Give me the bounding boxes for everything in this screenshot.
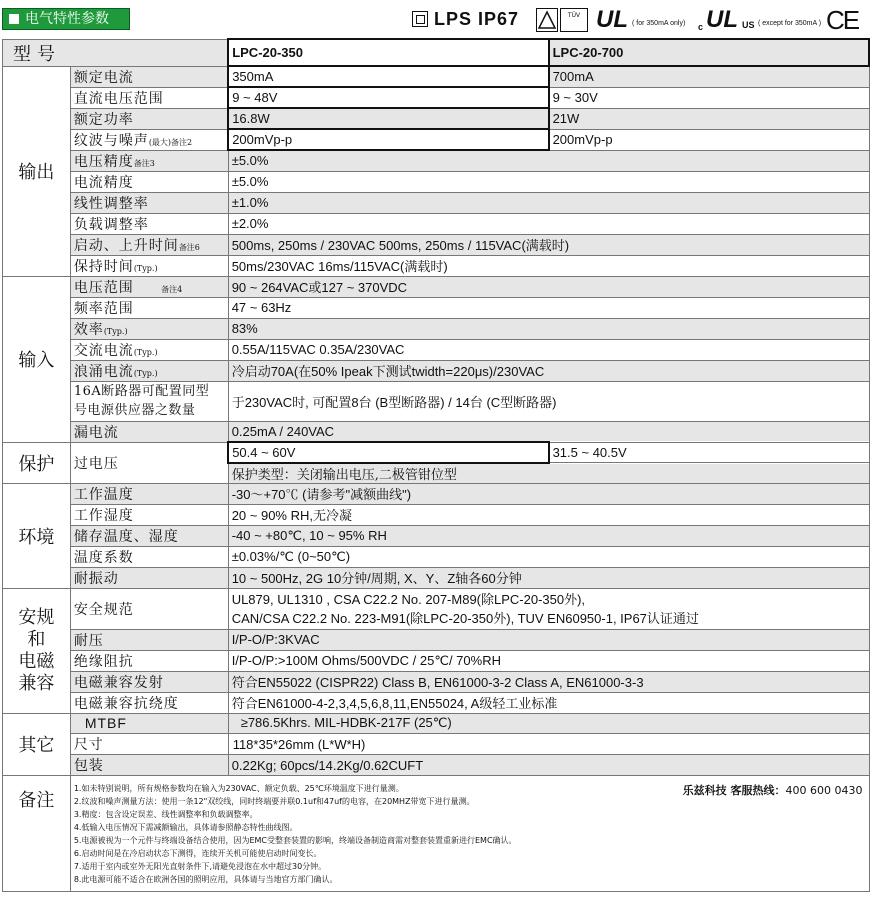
table-row — [3, 525, 870, 546]
double-insulation-icon — [412, 11, 428, 27]
table-row — [3, 588, 870, 629]
table-row — [3, 150, 870, 171]
value-cell: 350mA — [228, 66, 548, 87]
item-label: 耐振动 — [70, 567, 228, 588]
value-cell: 冷启动70A(在50% Ipeak下测试twidth=220μs)/230VAC — [228, 360, 869, 381]
item-label: 电磁兼容发射 — [70, 671, 228, 692]
value-cell: 16.8W — [228, 108, 548, 129]
item-label: 线性调整率 — [70, 192, 228, 213]
table-row — [3, 276, 870, 297]
note-line: 1.如未特别说明，所有规格参数均在输入为230VAC、额定负载、25℃环境温度下进行量测。 — [73, 783, 404, 793]
item-text: 16A断路器可配置同型 — [73, 384, 210, 399]
table-row — [3, 318, 870, 339]
value-cell: 700mA — [549, 66, 869, 87]
item-label — [70, 318, 228, 339]
ul-note: ( for 350mA only) — [632, 20, 686, 27]
value-cell: 符合EN55022 (CISPR22) Class B, EN61000-3-2 Class A, EN61000-3-3 — [228, 671, 869, 692]
value-cell: 21W — [549, 108, 869, 129]
table-row — [3, 129, 870, 150]
note-line: 5.电源被视为一个元件与终端设备结合使用，因为EMC受整套装置的影响，终端设备制造商需对整套装置重新进行EMC确认。 — [73, 835, 517, 845]
note-line: 2.纹波和噪声测量方法：使用一条12"双绞线，同时终端要并联0.1uf和47uf的电容，在20MHZ带宽下进行量测。 — [73, 796, 475, 806]
category-line: 安规 — [18, 606, 55, 628]
item-note: 备注3 — [133, 158, 155, 168]
value-cell: 50ms/230VAC 16ms/115VAC(满载时) — [228, 255, 869, 276]
note-line: 7.适用于室内或室外无阳光直射条件下,请避免浸泡在水中超过30分钟。 — [73, 861, 327, 871]
value-line: CAN/CSA C22.2 No. 223-M91(除LPC-20-350外), TUV EN60950-1, IP67认证通过 — [231, 610, 699, 626]
table-row — [3, 713, 870, 734]
item-text: 号电源供应器之数量 — [73, 403, 196, 418]
item-label — [70, 276, 228, 297]
item-text: 电压范围 — [73, 279, 134, 296]
value-cell: ±1.0% — [228, 192, 869, 213]
table-row — [3, 671, 870, 692]
notes-row — [3, 776, 870, 892]
category-protection: 保护 — [3, 442, 71, 483]
table-row — [3, 734, 870, 755]
note-line: 8.此电源可能不适合在欧洲各国的照明应用，具体请与当地官方部门确认。 — [73, 874, 338, 884]
item-label: 漏电流 — [70, 421, 228, 442]
item-label — [70, 255, 228, 276]
item-label: 绝缘阻抗 — [70, 650, 228, 671]
model-2: LPC-20-700 — [549, 39, 869, 66]
item-label: 频率范围 — [70, 297, 228, 318]
category-others: 其它 — [3, 713, 71, 776]
item-note: (最大)备注2 — [148, 137, 193, 147]
warning-triangle-icon — [536, 8, 558, 32]
table-row — [3, 755, 870, 776]
item-label — [70, 150, 228, 171]
item-text: 效率 — [73, 321, 104, 338]
item-label — [70, 360, 228, 381]
item-text: 启动、上升时间 — [73, 237, 179, 254]
note-line: 3.精度：包含设定误差、线性调整率和负载调整率。 — [73, 809, 258, 819]
table-row — [3, 504, 870, 525]
value-cell: -30～+70℃ (请参考"减额曲线") — [228, 483, 869, 504]
table-row — [3, 692, 870, 713]
table-row — [3, 87, 870, 108]
cul-mark-icon: UL — [706, 6, 738, 33]
table-row — [3, 108, 870, 129]
cul-note: ( except for 350mA ) — [758, 20, 822, 27]
value-cell: 200mVp-p — [549, 129, 869, 150]
value-cell: 47 ~ 63Hz — [228, 297, 869, 318]
item-label: 直流电压范围 — [70, 87, 228, 108]
table-row — [3, 483, 870, 504]
contact-label: 乐兹科技 客服热线： — [682, 784, 786, 797]
table-row — [3, 650, 870, 671]
item-label — [70, 339, 228, 360]
value-cell: ±5.0% — [228, 171, 869, 192]
item-label: MTBF — [70, 713, 228, 734]
tuv-mark-icon: TÜV — [560, 8, 588, 32]
lps-ip67-label — [412, 9, 519, 30]
value-cell: 118*35*26mm (L*W*H) — [228, 734, 869, 755]
category-line: 电磁 — [18, 650, 55, 672]
ce-mark-icon: CE — [826, 5, 859, 35]
value-line: UL879, UL1310 , CSA C22.2 No. 207-M89(除LPC-20-350外), — [231, 591, 586, 607]
item-label: 耐压 — [70, 629, 228, 650]
model-label: 型号 — [3, 39, 229, 66]
cul-us-label: US — [742, 20, 755, 30]
category-line: 和 — [27, 628, 46, 650]
category-notes: 备注 — [3, 776, 71, 892]
item-text: 电压精度 — [73, 153, 134, 170]
table-row — [3, 629, 870, 650]
value-cell: 于230VAC时, 可配置8台 (B型断路器) / 14台 (C型断路器) — [228, 381, 869, 421]
table-row — [3, 339, 870, 360]
section-title-text: 电气特性参数 — [25, 11, 109, 27]
value-cell: 符合EN61000-4-2,3,4,5,6,8,11,EN55024, A级轻工业标准 — [228, 692, 869, 713]
item-note: 备注6 — [178, 242, 200, 252]
value-cell: 90 ~ 264VAC或127 ~ 370VDC — [228, 276, 869, 297]
value-cell: 9 ~ 48V — [228, 87, 548, 108]
item-label: 工作湿度 — [70, 504, 228, 525]
item-note: 备注4 — [161, 284, 183, 294]
table-row — [3, 381, 870, 421]
item-note: (Typ.) — [103, 326, 128, 336]
value-cell: 20 ~ 90% RH,无冷凝 — [228, 504, 869, 525]
model-1: LPC-20-350 — [228, 39, 548, 66]
value-cell: 83% — [228, 318, 869, 339]
table-row — [3, 567, 870, 588]
category-line: 兼容 — [18, 672, 55, 694]
category-output: 输出 — [3, 66, 71, 276]
item-text: 浪涌电流 — [73, 363, 134, 380]
item-label: 包装 — [70, 755, 228, 776]
note-line: 6.启动时间是在冷启动状态下测得，连续开关机可能使启动时间变长。 — [73, 848, 322, 858]
table-row — [3, 297, 870, 318]
table-row — [3, 421, 870, 442]
item-label — [70, 129, 228, 150]
value-cell: 9 ~ 30V — [549, 87, 869, 108]
item-text: 交流电流 — [73, 342, 134, 359]
table-row — [3, 66, 870, 87]
category-environment: 环境 — [3, 483, 71, 588]
contact-phone: 400 600 0430 — [785, 784, 863, 797]
item-text: 纹波与噪声 — [73, 132, 149, 149]
header — [0, 0, 873, 40]
category-safety — [3, 588, 71, 713]
item-label — [70, 234, 228, 255]
item-label: 温度系数 — [70, 546, 228, 567]
value-cell: 500ms, 250ms / 230VAC 500ms, 250ms / 115VAC(满载时) — [228, 234, 869, 255]
value-cell: 31.5 ~ 40.5V — [549, 442, 869, 463]
value-cell: 200mVp-p — [228, 129, 548, 150]
item-note: (Typ.) — [133, 263, 158, 273]
note-line: 4.低输入电压情况下需减额输出，具体请参照静态特性曲线图。 — [73, 822, 298, 832]
table-row — [3, 546, 870, 567]
item-label: 负载调整率 — [70, 213, 228, 234]
value-cell: 10 ~ 500Hz, 2G 10分钟/周期, X、Y、Z轴各60分钟 — [228, 567, 869, 588]
contact-info — [683, 784, 863, 797]
item-label: 额定电流 — [70, 66, 228, 87]
value-cell: 0.55A/115VAC 0.35A/230VAC — [228, 339, 869, 360]
table-row — [3, 234, 870, 255]
value-cell: I/P-O/P:>100M Ohms/500VDC / 25℃/ 70%RH — [228, 650, 869, 671]
table-row — [3, 360, 870, 381]
item-label: 电磁兼容抗绕度 — [70, 692, 228, 713]
cul-c-label: c — [698, 22, 704, 32]
value-cell: ±0.03%/℃ (0~50℃) — [228, 546, 869, 567]
model-row — [3, 39, 870, 66]
value-cell: -40 ~ +80℃, 10 ~ 95% RH — [228, 525, 869, 546]
table-row — [3, 213, 870, 234]
square-bullet-icon — [9, 14, 19, 24]
value-cell — [228, 588, 869, 629]
item-label: 尺寸 — [70, 734, 228, 755]
value-cell: I/P-O/P:3KVAC — [228, 629, 869, 650]
section-title — [2, 8, 130, 30]
item-label: 储存温度、湿度 — [70, 525, 228, 546]
item-label: 过电压 — [70, 442, 228, 483]
item-label — [70, 381, 228, 421]
value-cell: ±2.0% — [228, 213, 869, 234]
item-label: 安全规范 — [70, 588, 228, 629]
spec-table — [2, 38, 870, 892]
item-label: 额定功率 — [70, 108, 228, 129]
value-cell: 0.25mA / 240VAC — [228, 421, 869, 442]
value-cell: 保护类型：关闭输出电压,二极管钳位型 — [228, 463, 869, 484]
table-row — [3, 171, 870, 192]
notes-cell — [70, 776, 869, 892]
item-note: (Typ.) — [133, 347, 158, 357]
value-cell: ±5.0% — [228, 150, 869, 171]
item-note: (Typ.) — [133, 368, 158, 378]
table-row — [3, 192, 870, 213]
table-row — [3, 255, 870, 276]
item-label: 电流精度 — [70, 171, 228, 192]
value-cell: ≥786.5Khrs. MIL-HDBK-217F (25℃) — [228, 713, 869, 734]
value-cell: 0.22Kg; 60pcs/14.2Kg/0.62CUFT — [228, 755, 869, 776]
item-label: 工作温度 — [70, 483, 228, 504]
value-cell: 50.4 ~ 60V — [228, 442, 548, 463]
ul-mark-icon: UL — [596, 6, 628, 33]
item-text: 保持时间 — [73, 258, 134, 275]
category-input: 输入 — [3, 276, 71, 442]
lps-text: LPS IP67 — [434, 9, 520, 29]
table-row — [3, 442, 870, 463]
